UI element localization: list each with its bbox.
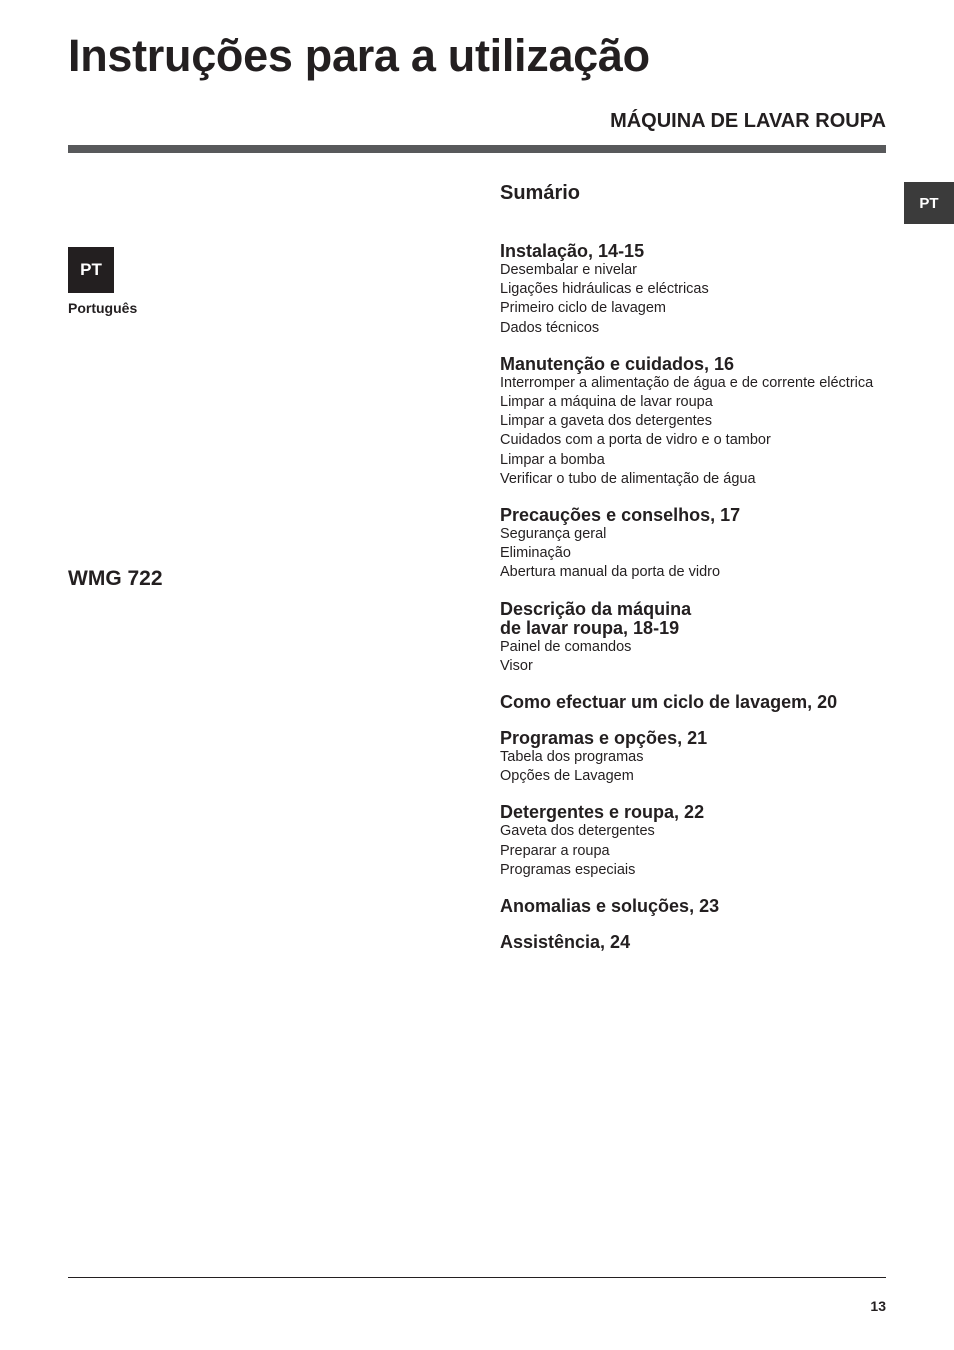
language-badge: PT	[68, 247, 114, 293]
toc-section-title[interactable]: Manutenção e cuidados, 16	[500, 353, 735, 374]
toc-subitem[interactable]: Preparar a roupa	[500, 842, 610, 859]
language-side-tab: PT	[904, 182, 954, 224]
toc-subitem[interactable]: Desembalar e nivelar	[500, 262, 638, 278]
page-number: 13	[870, 1298, 886, 1314]
toc-section	[500, 803, 900, 880]
toc-subitem[interactable]: Tabela dos programas	[500, 749, 644, 766]
toc-section	[500, 600, 900, 676]
toc-subitem[interactable]: Primeiro ciclo de lavagem	[500, 300, 667, 317]
toc-section	[500, 242, 900, 338]
toc-section-title[interactable]: Descrição da máquina de lavar roupa, 18-19	[500, 598, 692, 638]
toc-subitem[interactable]: Eliminação	[500, 545, 571, 562]
toc-subitem[interactable]: Limpar a máquina de lavar roupa	[500, 394, 713, 411]
toc-subitem[interactable]: Visor	[500, 657, 533, 674]
toc-sections	[500, 242, 900, 952]
toc-subitem[interactable]: Limpar a gaveta dos detergentes	[500, 413, 712, 430]
toc-subitem[interactable]: Ligações hidráulicas e eléctricas	[500, 281, 709, 298]
toc-subitem[interactable]: Abertura manual da porta de vidro	[500, 564, 721, 581]
header-divider	[68, 145, 886, 153]
toc-subitem-list	[500, 748, 900, 786]
toc-subitem[interactable]: Painel de comandos	[500, 638, 632, 655]
page-title: Instruções para a utilização	[68, 30, 650, 81]
toc-subitem[interactable]: Gaveta dos detergentes	[500, 823, 655, 840]
toc-section	[500, 506, 900, 583]
toc-subitem-list	[500, 374, 900, 489]
toc-section	[500, 355, 900, 489]
toc-section-title[interactable]: Como efectuar um ciclo de lavagem, 20	[500, 692, 838, 713]
toc-section-title[interactable]: Programas e opções, 21	[500, 728, 708, 749]
toc-section	[500, 933, 900, 952]
toc-section-title[interactable]: Instalação, 14-15	[500, 241, 645, 261]
toc-section-title[interactable]: Precauções e conselhos, 17	[500, 505, 741, 526]
toc-section	[500, 729, 900, 786]
toc-subitem-list	[500, 525, 900, 583]
toc-section	[500, 693, 900, 712]
table-of-contents	[500, 181, 900, 969]
toc-section-title[interactable]: Assistência, 24	[500, 932, 631, 953]
toc-subitem[interactable]: Verificar o tubo de alimentação de água	[500, 470, 756, 487]
toc-section-title[interactable]: Anomalias e soluções, 23	[500, 896, 720, 917]
language-name: Português	[68, 300, 138, 316]
toc-subitem[interactable]: Cuidados com a porta de vidro e o tambor	[500, 432, 771, 449]
model-number: WMG 722	[68, 567, 163, 590]
toc-subitem-list	[500, 638, 900, 676]
toc-section-title[interactable]: Detergentes e roupa, 22	[500, 802, 705, 823]
toc-subitem[interactable]: Interromper a alimentação de água e de corrente eléctrica	[500, 374, 874, 391]
toc-subitem[interactable]: Dados técnicos	[500, 319, 600, 336]
toc-subitem[interactable]: Limpar a bomba	[500, 451, 605, 468]
product-subtitle: MÁQUINA DE LAVAR ROUPA	[610, 110, 886, 132]
toc-heading: Sumário	[500, 182, 581, 204]
toc-subitem[interactable]: Opções de Lavagem	[500, 768, 634, 785]
toc-subitem[interactable]: Segurança geral	[500, 526, 607, 543]
toc-subitem[interactable]: Programas especiais	[500, 861, 636, 878]
toc-subitem-list	[500, 261, 900, 338]
footer-divider	[68, 1277, 886, 1278]
toc-section	[500, 897, 900, 916]
toc-subitem-list	[500, 822, 900, 880]
